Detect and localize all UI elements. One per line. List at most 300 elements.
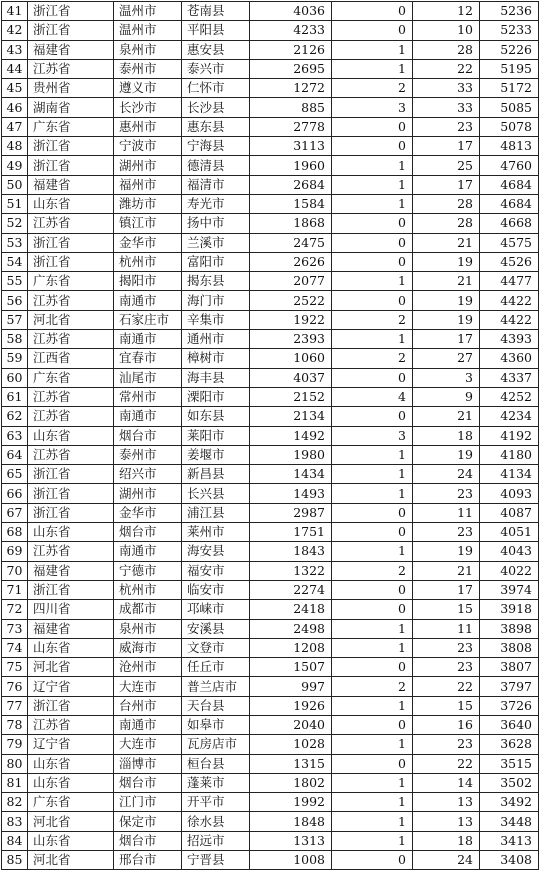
value-a-cell: 1028	[250, 735, 332, 754]
province-cell: 广东省	[28, 117, 114, 136]
table-row	[2, 831, 539, 850]
value-a-cell: 2274	[250, 580, 332, 599]
city-cell: 宁德市	[114, 561, 182, 580]
county-cell: 开平市	[182, 793, 250, 812]
value-b-cell: 0	[332, 754, 413, 773]
province-cell: 辽宁省	[28, 735, 114, 754]
county-cell: 福清市	[182, 175, 250, 194]
value-c-cell: 33	[413, 79, 480, 98]
value-c-cell: 23	[413, 735, 480, 754]
total-cell: 4813	[480, 137, 539, 156]
value-b-cell: 2	[332, 677, 413, 696]
city-cell: 威海市	[114, 638, 182, 657]
rank-cell: 79	[2, 735, 28, 754]
total-cell: 4422	[480, 291, 539, 310]
rank-cell: 78	[2, 715, 28, 734]
value-a-cell: 2987	[250, 503, 332, 522]
total-cell: 3726	[480, 696, 539, 715]
value-c-cell: 17	[413, 137, 480, 156]
rank-cell: 47	[2, 117, 28, 136]
city-cell: 汕尾市	[114, 368, 182, 387]
city-cell: 南通市	[114, 407, 182, 426]
county-cell: 海门市	[182, 291, 250, 310]
city-cell: 惠州市	[114, 117, 182, 136]
value-b-cell: 1	[332, 59, 413, 78]
rank-cell: 63	[2, 426, 28, 445]
table-row	[2, 21, 539, 40]
county-cell: 如东县	[182, 407, 250, 426]
table-row	[2, 137, 539, 156]
value-a-cell: 1434	[250, 465, 332, 484]
county-cell: 辛集市	[182, 310, 250, 329]
value-b-cell: 1	[332, 638, 413, 657]
table-row	[2, 503, 539, 522]
value-b-cell: 1	[332, 542, 413, 561]
value-b-cell: 1	[332, 445, 413, 464]
province-cell: 福建省	[28, 40, 114, 59]
province-cell: 贵州省	[28, 79, 114, 98]
value-c-cell: 17	[413, 175, 480, 194]
value-b-cell: 2	[332, 79, 413, 98]
total-cell: 4252	[480, 387, 539, 406]
county-cell: 惠东县	[182, 117, 250, 136]
province-cell: 江苏省	[28, 330, 114, 349]
value-c-cell: 22	[413, 677, 480, 696]
province-cell: 河北省	[28, 851, 114, 870]
city-cell: 杭州市	[114, 580, 182, 599]
value-c-cell: 28	[413, 40, 480, 59]
rank-cell: 83	[2, 812, 28, 831]
province-cell: 山东省	[28, 773, 114, 792]
city-cell: 福州市	[114, 175, 182, 194]
rank-cell: 68	[2, 523, 28, 542]
city-cell: 南通市	[114, 291, 182, 310]
rank-cell: 69	[2, 542, 28, 561]
value-c-cell: 27	[413, 349, 480, 368]
value-c-cell: 23	[413, 658, 480, 677]
value-a-cell: 1313	[250, 831, 332, 850]
rank-cell: 55	[2, 272, 28, 291]
city-cell: 泰州市	[114, 445, 182, 464]
table-row	[2, 156, 539, 175]
city-cell: 石家庄市	[114, 310, 182, 329]
table-row	[2, 542, 539, 561]
value-a-cell: 1208	[250, 638, 332, 657]
value-b-cell: 0	[332, 407, 413, 426]
total-cell: 3408	[480, 851, 539, 870]
province-cell: 河北省	[28, 658, 114, 677]
total-cell: 3898	[480, 619, 539, 638]
value-a-cell: 2498	[250, 619, 332, 638]
rank-cell: 50	[2, 175, 28, 194]
value-b-cell: 1	[332, 735, 413, 754]
county-cell: 安溪县	[182, 619, 250, 638]
value-b-cell: 4	[332, 387, 413, 406]
table-row	[2, 484, 539, 503]
rank-cell: 53	[2, 233, 28, 252]
value-c-cell: 23	[413, 523, 480, 542]
total-cell: 4093	[480, 484, 539, 503]
city-cell: 湖州市	[114, 156, 182, 175]
province-cell: 浙江省	[28, 156, 114, 175]
city-cell: 成都市	[114, 600, 182, 619]
value-a-cell: 2126	[250, 40, 332, 59]
total-cell: 4477	[480, 272, 539, 291]
city-cell: 温州市	[114, 21, 182, 40]
value-a-cell: 1960	[250, 156, 332, 175]
city-cell: 揭阳市	[114, 272, 182, 291]
value-a-cell: 2393	[250, 330, 332, 349]
value-a-cell: 2152	[250, 387, 332, 406]
county-cell: 通州市	[182, 330, 250, 349]
total-cell: 4668	[480, 214, 539, 233]
value-c-cell: 11	[413, 619, 480, 638]
province-cell: 浙江省	[28, 233, 114, 252]
value-c-cell: 18	[413, 831, 480, 850]
rank-cell: 82	[2, 793, 28, 812]
rank-cell: 67	[2, 503, 28, 522]
value-b-cell: 0	[332, 233, 413, 252]
value-b-cell: 0	[332, 658, 413, 677]
total-cell: 5195	[480, 59, 539, 78]
total-cell: 3808	[480, 638, 539, 657]
county-cell: 长沙县	[182, 98, 250, 117]
total-cell: 5226	[480, 40, 539, 59]
city-cell: 沧州市	[114, 658, 182, 677]
value-c-cell: 15	[413, 600, 480, 619]
value-a-cell: 1315	[250, 754, 332, 773]
table-row	[2, 735, 539, 754]
value-c-cell: 23	[413, 638, 480, 657]
rank-cell: 41	[2, 2, 28, 21]
county-cell: 如皋市	[182, 715, 250, 734]
value-c-cell: 25	[413, 156, 480, 175]
value-b-cell: 2	[332, 349, 413, 368]
province-cell: 广东省	[28, 793, 114, 812]
value-c-cell: 19	[413, 542, 480, 561]
rank-cell: 80	[2, 754, 28, 773]
value-a-cell: 1060	[250, 349, 332, 368]
total-cell: 3797	[480, 677, 539, 696]
total-cell: 5085	[480, 98, 539, 117]
value-c-cell: 19	[413, 445, 480, 464]
value-c-cell: 22	[413, 754, 480, 773]
value-a-cell: 1926	[250, 696, 332, 715]
rank-cell: 56	[2, 291, 28, 310]
value-b-cell: 0	[332, 137, 413, 156]
table-row	[2, 310, 539, 329]
value-c-cell: 15	[413, 696, 480, 715]
value-a-cell: 4037	[250, 368, 332, 387]
value-b-cell: 1	[332, 812, 413, 831]
city-cell: 温州市	[114, 2, 182, 21]
table-row	[2, 773, 539, 792]
county-cell: 临安市	[182, 580, 250, 599]
county-cell: 天台县	[182, 696, 250, 715]
table-row	[2, 580, 539, 599]
city-cell: 潍坊市	[114, 194, 182, 213]
table-row	[2, 715, 539, 734]
rank-cell: 46	[2, 98, 28, 117]
province-cell: 河北省	[28, 310, 114, 329]
value-b-cell: 0	[332, 503, 413, 522]
value-a-cell: 1272	[250, 79, 332, 98]
table-row	[2, 194, 539, 213]
county-cell: 泰兴市	[182, 59, 250, 78]
city-cell: 烟台市	[114, 523, 182, 542]
total-cell: 3492	[480, 793, 539, 812]
value-a-cell: 1843	[250, 542, 332, 561]
value-c-cell: 21	[413, 407, 480, 426]
county-cell: 福安市	[182, 561, 250, 580]
city-cell: 烟台市	[114, 426, 182, 445]
table-row	[2, 2, 539, 21]
rank-cell: 84	[2, 831, 28, 850]
value-b-cell: 2	[332, 561, 413, 580]
total-cell: 5172	[480, 79, 539, 98]
total-cell: 4526	[480, 252, 539, 271]
province-cell: 浙江省	[28, 465, 114, 484]
rank-cell: 74	[2, 638, 28, 657]
rank-cell: 62	[2, 407, 28, 426]
city-cell: 遵义市	[114, 79, 182, 98]
value-b-cell: 1	[332, 831, 413, 850]
value-b-cell: 1	[332, 696, 413, 715]
table-row	[2, 677, 539, 696]
value-b-cell: 0	[332, 117, 413, 136]
county-cell: 平阳县	[182, 21, 250, 40]
county-cell: 莱阳市	[182, 426, 250, 445]
value-b-cell: 0	[332, 851, 413, 870]
total-cell: 3413	[480, 831, 539, 850]
province-cell: 浙江省	[28, 503, 114, 522]
province-cell: 福建省	[28, 175, 114, 194]
value-a-cell: 1848	[250, 812, 332, 831]
table-row	[2, 175, 539, 194]
province-cell: 河北省	[28, 812, 114, 831]
value-c-cell: 10	[413, 21, 480, 40]
value-c-cell: 21	[413, 272, 480, 291]
table-row	[2, 330, 539, 349]
rank-cell: 81	[2, 773, 28, 792]
province-cell: 浙江省	[28, 484, 114, 503]
county-ranking-table	[1, 1, 539, 870]
rank-cell: 54	[2, 252, 28, 271]
total-cell: 4192	[480, 426, 539, 445]
value-b-cell: 0	[332, 600, 413, 619]
county-cell: 莱州市	[182, 523, 250, 542]
county-cell: 文登市	[182, 638, 250, 657]
value-a-cell: 2684	[250, 175, 332, 194]
table-body	[2, 2, 539, 870]
table-row	[2, 291, 539, 310]
value-a-cell: 1980	[250, 445, 332, 464]
county-cell: 海丰县	[182, 368, 250, 387]
table-row	[2, 407, 539, 426]
rank-cell: 71	[2, 580, 28, 599]
value-a-cell: 2695	[250, 59, 332, 78]
value-b-cell: 1	[332, 330, 413, 349]
value-a-cell: 1922	[250, 310, 332, 329]
table-row	[2, 658, 539, 677]
value-c-cell: 16	[413, 715, 480, 734]
province-cell: 山东省	[28, 638, 114, 657]
province-cell: 江苏省	[28, 445, 114, 464]
value-b-cell: 1	[332, 272, 413, 291]
table-row	[2, 368, 539, 387]
city-cell: 泉州市	[114, 40, 182, 59]
rank-cell: 75	[2, 658, 28, 677]
table-row	[2, 349, 539, 368]
county-cell: 蓬莱市	[182, 773, 250, 792]
rank-cell: 70	[2, 561, 28, 580]
province-cell: 浙江省	[28, 2, 114, 21]
table-row	[2, 812, 539, 831]
value-a-cell: 1992	[250, 793, 332, 812]
table-row	[2, 465, 539, 484]
province-cell: 福建省	[28, 561, 114, 580]
value-c-cell: 19	[413, 252, 480, 271]
value-a-cell: 1008	[250, 851, 332, 870]
rank-cell: 64	[2, 445, 28, 464]
province-cell: 广东省	[28, 272, 114, 291]
county-cell: 宁海县	[182, 137, 250, 156]
total-cell: 4087	[480, 503, 539, 522]
county-cell: 兰溪市	[182, 233, 250, 252]
rank-cell: 45	[2, 79, 28, 98]
table-row	[2, 696, 539, 715]
value-c-cell: 19	[413, 291, 480, 310]
city-cell: 淄博市	[114, 754, 182, 773]
total-cell: 3515	[480, 754, 539, 773]
province-cell: 浙江省	[28, 137, 114, 156]
city-cell: 江门市	[114, 793, 182, 812]
city-cell: 镇江市	[114, 214, 182, 233]
total-cell: 4684	[480, 175, 539, 194]
county-cell: 瓦房店市	[182, 735, 250, 754]
province-cell: 浙江省	[28, 21, 114, 40]
province-cell: 山东省	[28, 426, 114, 445]
total-cell: 4022	[480, 561, 539, 580]
value-b-cell: 1	[332, 619, 413, 638]
total-cell: 3640	[480, 715, 539, 734]
value-a-cell: 1802	[250, 773, 332, 792]
county-cell: 樟树市	[182, 349, 250, 368]
value-b-cell: 1	[332, 773, 413, 792]
province-cell: 湖南省	[28, 98, 114, 117]
value-b-cell: 0	[332, 715, 413, 734]
rank-cell: 65	[2, 465, 28, 484]
rank-cell: 76	[2, 677, 28, 696]
table-row	[2, 561, 539, 580]
county-cell: 惠安县	[182, 40, 250, 59]
city-cell: 邢台市	[114, 851, 182, 870]
rank-cell: 58	[2, 330, 28, 349]
city-cell: 南通市	[114, 330, 182, 349]
total-cell: 3974	[480, 580, 539, 599]
table-row	[2, 252, 539, 271]
value-b-cell: 1	[332, 194, 413, 213]
county-cell: 普兰店市	[182, 677, 250, 696]
value-b-cell: 0	[332, 21, 413, 40]
value-a-cell: 1584	[250, 194, 332, 213]
city-cell: 南通市	[114, 542, 182, 561]
city-cell: 宁波市	[114, 137, 182, 156]
rank-cell: 73	[2, 619, 28, 638]
province-cell: 广东省	[28, 368, 114, 387]
total-cell: 4422	[480, 310, 539, 329]
total-cell: 4043	[480, 542, 539, 561]
value-a-cell: 1493	[250, 484, 332, 503]
province-cell: 浙江省	[28, 580, 114, 599]
total-cell: 5078	[480, 117, 539, 136]
total-cell: 3918	[480, 600, 539, 619]
province-cell: 江苏省	[28, 291, 114, 310]
county-cell: 寿光市	[182, 194, 250, 213]
value-c-cell: 11	[413, 503, 480, 522]
county-cell: 任丘市	[182, 658, 250, 677]
total-cell: 3807	[480, 658, 539, 677]
value-a-cell: 2626	[250, 252, 332, 271]
province-cell: 山东省	[28, 831, 114, 850]
rank-cell: 43	[2, 40, 28, 59]
value-c-cell: 22	[413, 59, 480, 78]
total-cell: 4360	[480, 349, 539, 368]
total-cell: 5233	[480, 21, 539, 40]
table-row	[2, 40, 539, 59]
value-a-cell: 1322	[250, 561, 332, 580]
rank-cell: 77	[2, 696, 28, 715]
county-cell: 邛崃市	[182, 600, 250, 619]
value-b-cell: 0	[332, 252, 413, 271]
rank-cell: 72	[2, 600, 28, 619]
total-cell: 4051	[480, 523, 539, 542]
county-cell: 苍南县	[182, 2, 250, 21]
value-a-cell: 1868	[250, 214, 332, 233]
city-cell: 宜春市	[114, 349, 182, 368]
rank-cell: 51	[2, 194, 28, 213]
county-cell: 海安县	[182, 542, 250, 561]
value-c-cell: 18	[413, 426, 480, 445]
table-row	[2, 117, 539, 136]
table-row	[2, 619, 539, 638]
city-cell: 杭州市	[114, 252, 182, 271]
city-cell: 常州市	[114, 387, 182, 406]
value-b-cell: 1	[332, 40, 413, 59]
province-cell: 江苏省	[28, 214, 114, 233]
city-cell: 台州市	[114, 696, 182, 715]
total-cell: 4684	[480, 194, 539, 213]
county-cell: 浦江县	[182, 503, 250, 522]
total-cell: 4337	[480, 368, 539, 387]
rank-cell: 59	[2, 349, 28, 368]
table-row	[2, 272, 539, 291]
city-cell: 烟台市	[114, 773, 182, 792]
rank-cell: 42	[2, 21, 28, 40]
value-a-cell: 2475	[250, 233, 332, 252]
value-a-cell: 2077	[250, 272, 332, 291]
value-c-cell: 19	[413, 310, 480, 329]
value-a-cell: 2522	[250, 291, 332, 310]
value-a-cell: 1492	[250, 426, 332, 445]
value-c-cell: 28	[413, 194, 480, 213]
county-cell: 德清县	[182, 156, 250, 175]
value-a-cell: 2418	[250, 600, 332, 619]
province-cell: 山东省	[28, 754, 114, 773]
value-c-cell: 17	[413, 580, 480, 599]
value-c-cell: 23	[413, 117, 480, 136]
city-cell: 金华市	[114, 503, 182, 522]
